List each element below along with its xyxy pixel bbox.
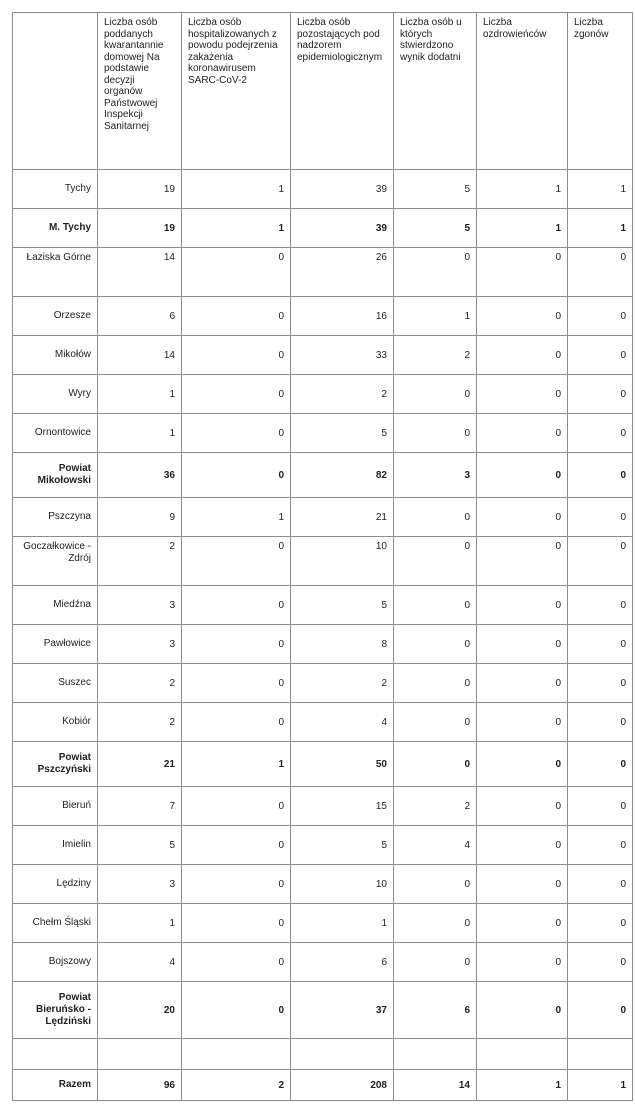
cell-hospitalized: 1 (182, 209, 291, 248)
cell-hospitalized: 2 (182, 1070, 291, 1101)
cell-recovered: 0 (477, 537, 568, 586)
cell-quarantine: 5 (98, 826, 182, 865)
cell-deaths: 0 (568, 586, 633, 625)
table-row (13, 904, 633, 943)
cell-recovered: 1 (477, 1070, 568, 1101)
table-row-subtotal (13, 982, 633, 1039)
table-row-subtotal (13, 453, 633, 498)
table-row (13, 336, 633, 375)
cell-supervision: 5 (291, 414, 394, 453)
table-row (13, 375, 633, 414)
cell-deaths: 0 (568, 982, 633, 1039)
cell-hospitalized: 0 (182, 375, 291, 414)
cell-positive: 0 (394, 537, 477, 586)
cell-hospitalized: 0 (182, 664, 291, 703)
cell-quarantine: 2 (98, 703, 182, 742)
row-name: Łaziska Górne (13, 248, 98, 297)
cell-recovered: 0 (477, 297, 568, 336)
table-row (13, 414, 633, 453)
cell-recovered: 0 (477, 336, 568, 375)
cell-hospitalized: 0 (182, 625, 291, 664)
cell-deaths: 1 (568, 1070, 633, 1101)
cell-recovered: 0 (477, 742, 568, 787)
cell-positive: 0 (394, 414, 477, 453)
cell-positive: 5 (394, 170, 477, 209)
table-row-subtotal (13, 209, 633, 248)
cell-hospitalized: 1 (182, 170, 291, 209)
header-supervision: Liczba osób pozostających pod nadzorem epidemiologicznym (291, 13, 394, 170)
cell-quarantine: 14 (98, 336, 182, 375)
cell-supervision: 39 (291, 170, 394, 209)
header-recovered: Liczba ozdrowieńców (477, 13, 568, 170)
cell-hospitalized: 0 (182, 586, 291, 625)
cell-positive: 0 (394, 664, 477, 703)
cell-deaths (568, 1039, 633, 1070)
cell-supervision: 21 (291, 498, 394, 537)
cell-supervision: 6 (291, 943, 394, 982)
cell-recovered (477, 1039, 568, 1070)
table-row-subtotal (13, 742, 633, 787)
table-row (13, 664, 633, 703)
row-name: Imielin (13, 826, 98, 865)
cell-quarantine: 4 (98, 943, 182, 982)
row-name: Lędziny (13, 865, 98, 904)
cell-recovered: 1 (477, 209, 568, 248)
cell-positive: 0 (394, 703, 477, 742)
cell-deaths: 0 (568, 664, 633, 703)
cell-positive (394, 1039, 477, 1070)
cell-recovered: 0 (477, 826, 568, 865)
cell-supervision: 82 (291, 453, 394, 498)
cell-quarantine: 36 (98, 453, 182, 498)
cell-recovered: 0 (477, 703, 568, 742)
cell-hospitalized: 1 (182, 742, 291, 787)
row-name: Suszec (13, 664, 98, 703)
cell-deaths: 0 (568, 297, 633, 336)
cell-deaths: 0 (568, 453, 633, 498)
cell-quarantine: 3 (98, 865, 182, 904)
cell-hospitalized: 0 (182, 982, 291, 1039)
cell-recovered: 1 (477, 170, 568, 209)
cell-positive: 4 (394, 826, 477, 865)
cell-positive: 0 (394, 586, 477, 625)
table-row (13, 703, 633, 742)
cell-hospitalized: 0 (182, 453, 291, 498)
cell-positive: 0 (394, 742, 477, 787)
cell-supervision: 39 (291, 209, 394, 248)
header-positive: Liczba osób u których stwierdzono wynik dodatni (394, 13, 477, 170)
table-row (13, 787, 633, 826)
cell-positive: 1 (394, 297, 477, 336)
row-name: Razem (13, 1070, 98, 1101)
table-row (13, 498, 633, 537)
table-row (13, 625, 633, 664)
cell-deaths: 0 (568, 826, 633, 865)
cell-deaths: 0 (568, 865, 633, 904)
table-row (13, 297, 633, 336)
cell-deaths: 0 (568, 943, 633, 982)
row-name: Wyry (13, 375, 98, 414)
cell-positive: 0 (394, 375, 477, 414)
cell-positive: 2 (394, 787, 477, 826)
table-row (13, 170, 633, 209)
row-name: Pawłowice (13, 625, 98, 664)
table-row (13, 248, 633, 297)
cell-supervision: 37 (291, 982, 394, 1039)
cell-quarantine: 20 (98, 982, 182, 1039)
cell-quarantine: 19 (98, 209, 182, 248)
cell-supervision: 1 (291, 904, 394, 943)
header-quarantine: Liczba osób poddanych kwarantannie domowej Na podstawie decyzji organów Państwowej Inspekcji Sanitarnej (98, 13, 182, 170)
cell-positive: 0 (394, 904, 477, 943)
cell-hospitalized: 0 (182, 336, 291, 375)
row-name: Pszczyna (13, 498, 98, 537)
cell-recovered: 0 (477, 664, 568, 703)
cell-recovered: 0 (477, 982, 568, 1039)
cell-supervision: 26 (291, 248, 394, 297)
row-name: Powiat Mikołowski (13, 453, 98, 498)
cell-hospitalized: 0 (182, 297, 291, 336)
cell-deaths: 0 (568, 742, 633, 787)
cell-deaths: 0 (568, 625, 633, 664)
cell-supervision (291, 1039, 394, 1070)
cell-supervision: 5 (291, 826, 394, 865)
cell-hospitalized: 0 (182, 787, 291, 826)
cell-supervision: 2 (291, 664, 394, 703)
cell-positive: 14 (394, 1070, 477, 1101)
row-name: Miedźna (13, 586, 98, 625)
cell-deaths: 0 (568, 414, 633, 453)
cell-positive: 0 (394, 248, 477, 297)
cell-positive: 0 (394, 865, 477, 904)
table-row-total (13, 1070, 633, 1101)
header-deaths: Liczba zgonów (568, 13, 633, 170)
cell-recovered: 0 (477, 787, 568, 826)
cell-quarantine: 96 (98, 1070, 182, 1101)
cell-recovered: 0 (477, 453, 568, 498)
cell-quarantine: 14 (98, 248, 182, 297)
cell-deaths: 0 (568, 787, 633, 826)
cell-positive: 0 (394, 943, 477, 982)
cell-supervision: 8 (291, 625, 394, 664)
cell-deaths: 0 (568, 336, 633, 375)
cell-hospitalized: 0 (182, 943, 291, 982)
cell-quarantine: 6 (98, 297, 182, 336)
cell-deaths: 0 (568, 537, 633, 586)
cell-quarantine: 21 (98, 742, 182, 787)
cell-recovered: 0 (477, 865, 568, 904)
cell-deaths: 0 (568, 498, 633, 537)
cell-supervision: 50 (291, 742, 394, 787)
cell-quarantine: 3 (98, 625, 182, 664)
cell-supervision: 4 (291, 703, 394, 742)
cell-supervision: 5 (291, 586, 394, 625)
cell-positive: 2 (394, 336, 477, 375)
cell-quarantine (98, 1039, 182, 1070)
cell-deaths: 0 (568, 703, 633, 742)
cell-supervision: 10 (291, 865, 394, 904)
cell-supervision: 15 (291, 787, 394, 826)
cell-quarantine: 1 (98, 375, 182, 414)
row-name: Chełm Śląski (13, 904, 98, 943)
cell-recovered: 0 (477, 586, 568, 625)
cell-supervision: 33 (291, 336, 394, 375)
cell-recovered: 0 (477, 904, 568, 943)
row-name: Ornontowice (13, 414, 98, 453)
cell-hospitalized: 0 (182, 248, 291, 297)
row-name: Bieruń (13, 787, 98, 826)
header-hospitalized: Liczba osób hospitalizowanych z powodu podejrzenia zakażenia koronawirusem SARC-CoV-2 (182, 13, 291, 170)
cell-hospitalized: 0 (182, 826, 291, 865)
covid-statistics-table (12, 12, 633, 1101)
cell-hospitalized: 1 (182, 498, 291, 537)
table-row (13, 865, 633, 904)
cell-quarantine: 3 (98, 586, 182, 625)
cell-quarantine: 2 (98, 664, 182, 703)
cell-supervision: 10 (291, 537, 394, 586)
row-name: Tychy (13, 170, 98, 209)
row-name: Kobiór (13, 703, 98, 742)
cell-deaths: 0 (568, 904, 633, 943)
cell-hospitalized: 0 (182, 537, 291, 586)
cell-deaths: 1 (568, 170, 633, 209)
cell-hospitalized: 0 (182, 904, 291, 943)
row-name: Orzesze (13, 297, 98, 336)
cell-positive: 5 (394, 209, 477, 248)
cell-supervision: 16 (291, 297, 394, 336)
cell-recovered: 0 (477, 248, 568, 297)
table-row-empty (13, 1039, 633, 1070)
row-name: Powiat Bieruńsko - Lędziński (13, 982, 98, 1039)
table-row (13, 826, 633, 865)
cell-deaths: 0 (568, 248, 633, 297)
cell-hospitalized (182, 1039, 291, 1070)
cell-positive: 0 (394, 625, 477, 664)
cell-recovered: 0 (477, 498, 568, 537)
cell-recovered: 0 (477, 375, 568, 414)
cell-recovered: 0 (477, 943, 568, 982)
cell-positive: 6 (394, 982, 477, 1039)
cell-supervision: 2 (291, 375, 394, 414)
cell-quarantine: 1 (98, 904, 182, 943)
cell-deaths: 1 (568, 209, 633, 248)
cell-hospitalized: 0 (182, 865, 291, 904)
cell-positive: 0 (394, 498, 477, 537)
cell-recovered: 0 (477, 414, 568, 453)
cell-positive: 3 (394, 453, 477, 498)
cell-quarantine: 1 (98, 414, 182, 453)
table-row (13, 537, 633, 586)
cell-quarantine: 19 (98, 170, 182, 209)
cell-hospitalized: 0 (182, 414, 291, 453)
row-name: Goczałkowice - Zdrój (13, 537, 98, 586)
header-row (13, 13, 633, 170)
cell-recovered: 0 (477, 625, 568, 664)
row-name: Mikołów (13, 336, 98, 375)
cell-deaths: 0 (568, 375, 633, 414)
header-cell-name (13, 13, 98, 170)
cell-quarantine: 7 (98, 787, 182, 826)
cell-quarantine: 9 (98, 498, 182, 537)
table-row (13, 943, 633, 982)
row-name (13, 1039, 98, 1070)
row-name: M. Tychy (13, 209, 98, 248)
cell-quarantine: 2 (98, 537, 182, 586)
row-name: Powiat Pszczyński (13, 742, 98, 787)
cell-supervision: 208 (291, 1070, 394, 1101)
row-name: Bojszowy (13, 943, 98, 982)
table-row (13, 586, 633, 625)
cell-hospitalized: 0 (182, 703, 291, 742)
